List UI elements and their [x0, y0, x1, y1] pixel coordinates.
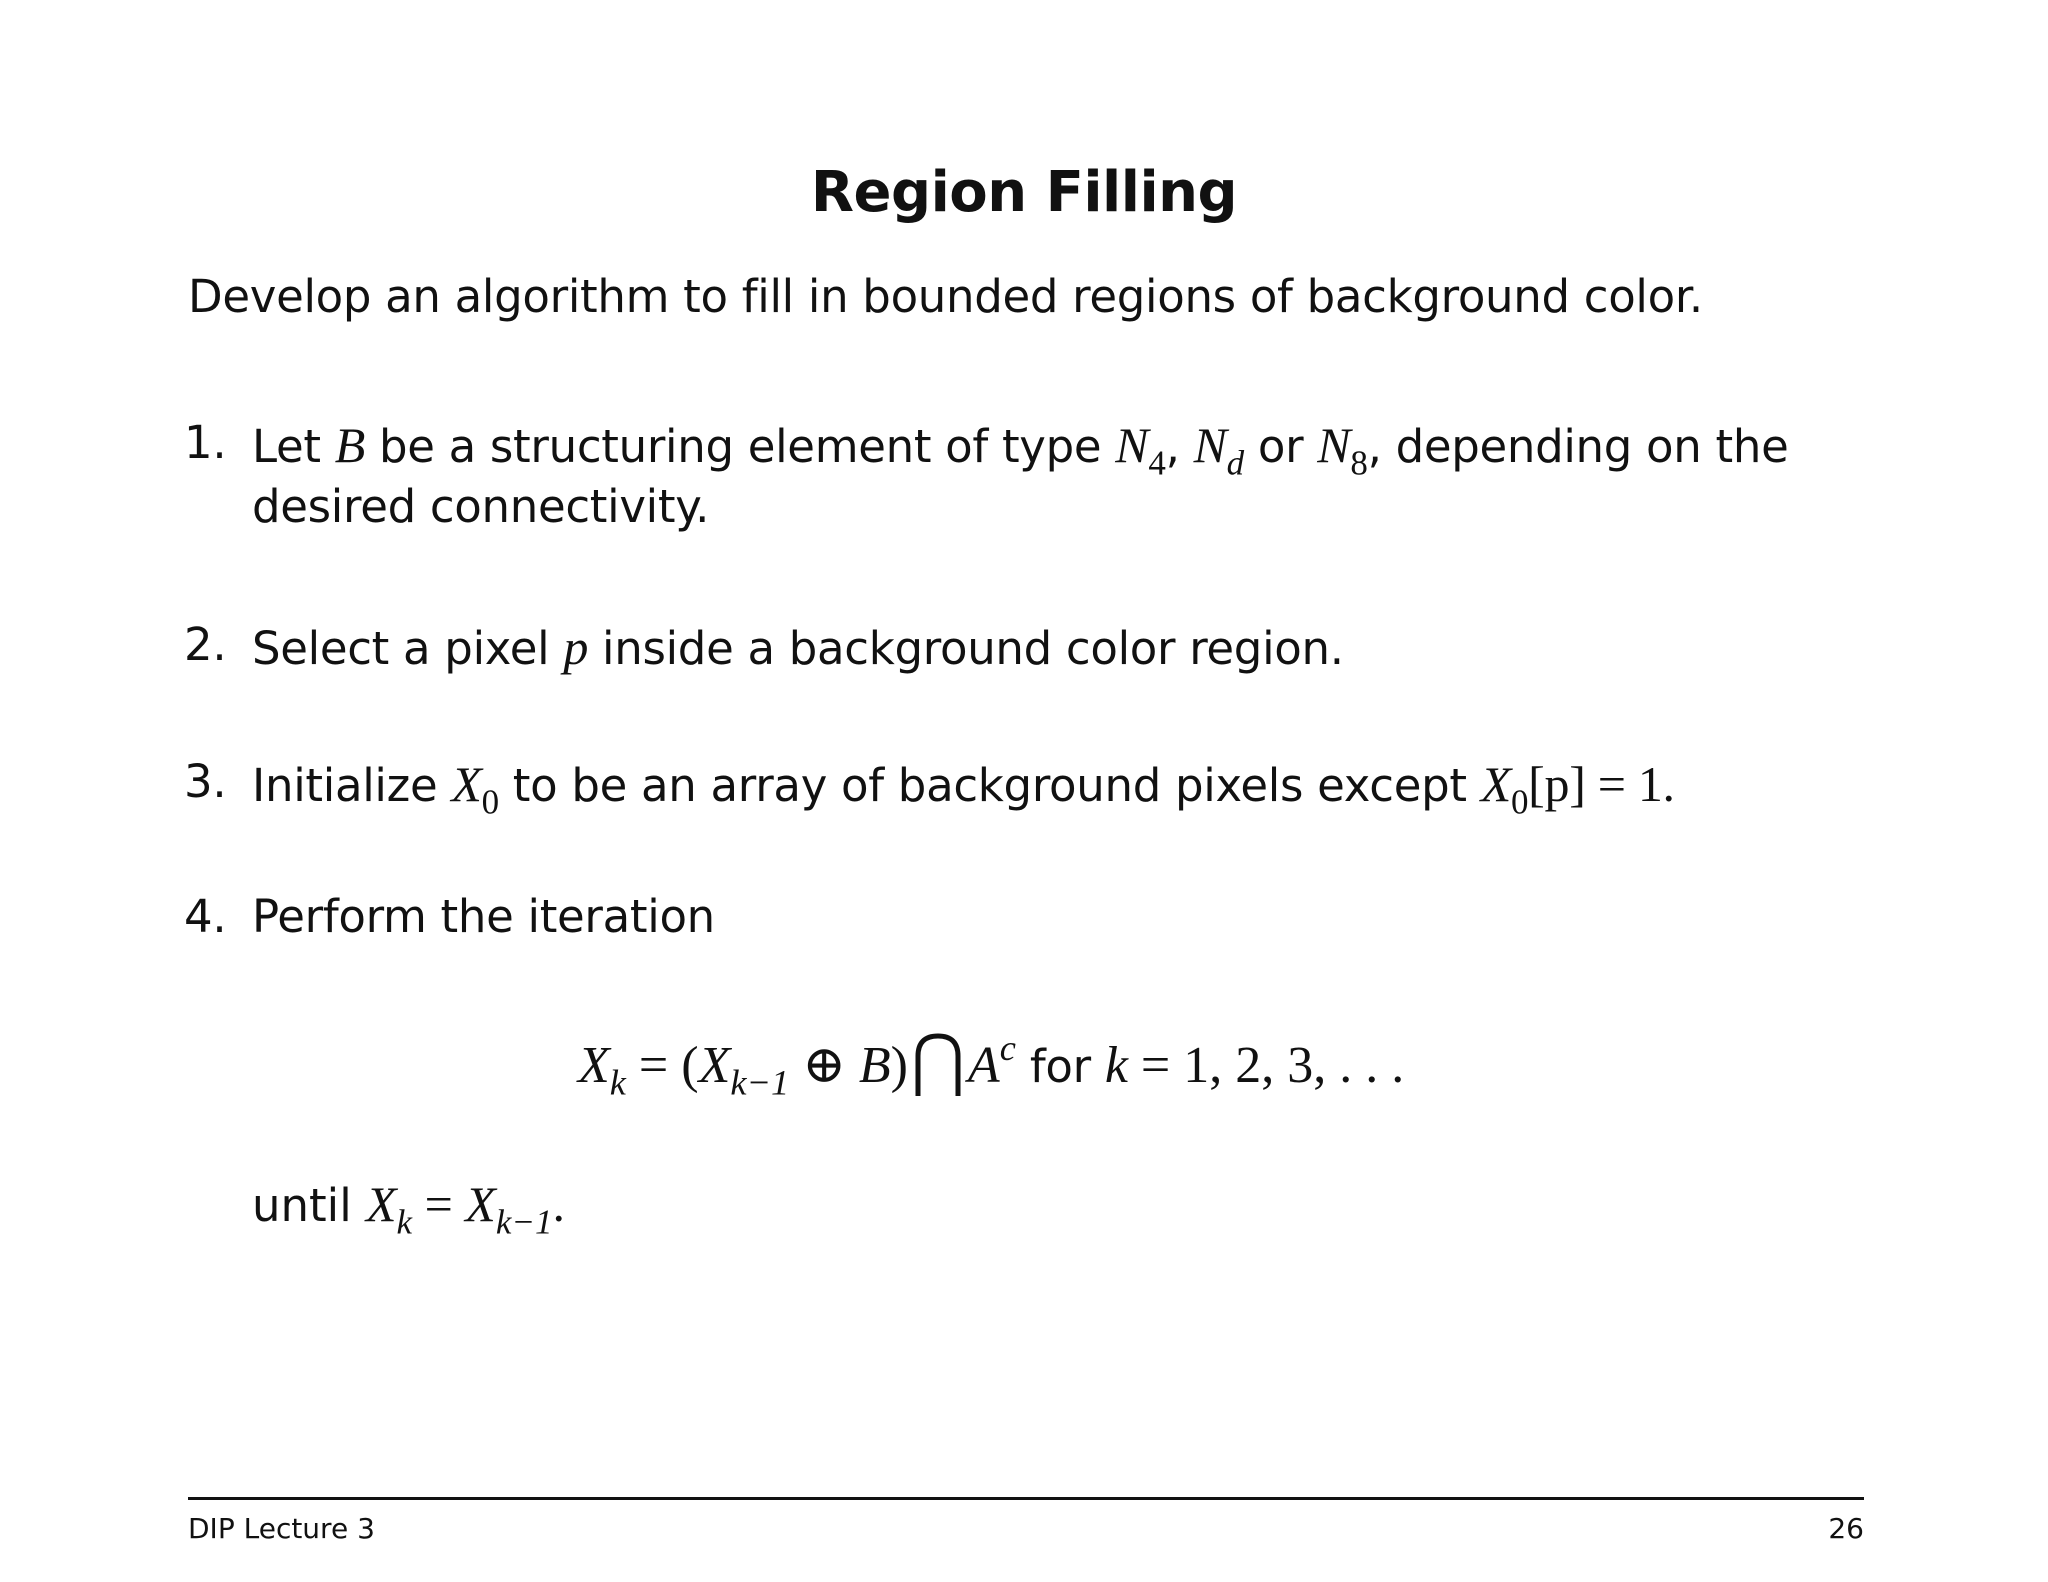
footer-rule [188, 1497, 1864, 1500]
text-run: to be an array of background pixels except [498, 759, 1481, 812]
text-run: , depending on the [1367, 420, 1789, 473]
eq-symbol: = ( [625, 1037, 699, 1094]
until-xk: $X_k$ [366, 1176, 413, 1242]
slide-title: Region Filling [810, 160, 1238, 225]
eq-range: = 1, 2, 3, . . . [1127, 1037, 1405, 1094]
math-X0-p: $X_0[p] = 1$. [1480, 756, 1675, 822]
until-period: . [552, 1176, 565, 1232]
item-text-continued: desired connectivity. [252, 480, 710, 533]
text-run: Select a pixel [252, 622, 564, 675]
text-run: be a structuring element of type [364, 420, 1116, 473]
text-run: Initialize [252, 759, 452, 812]
math-N8: $N_8$ [1317, 417, 1368, 483]
eq-lhs: $X_k$ [578, 1037, 626, 1103]
text-run: Let [252, 420, 335, 473]
eq-k: k [1104, 1037, 1128, 1094]
math-p: p [563, 619, 589, 675]
eq-paren: ) [890, 1037, 908, 1094]
item-number: 4. [184, 890, 227, 943]
item-number: 2. [184, 618, 227, 671]
intersection-icon [908, 1030, 968, 1100]
text-run: or [1243, 420, 1318, 473]
until-xk-1: $X_{k-1}$ [465, 1176, 553, 1242]
eq-B: B [858, 1037, 891, 1094]
eq-A-complement: $A^c$ [967, 1028, 1016, 1094]
oplus-symbol: ⊕ [789, 1037, 859, 1094]
text-run: inside a background color region. [588, 622, 1344, 675]
until-line [252, 1175, 565, 1242]
item-number: 1. [184, 416, 227, 469]
eq-for-word: for [1015, 1040, 1105, 1093]
item-text: Perform the iteration [252, 890, 715, 943]
until-eq: = [412, 1176, 466, 1232]
footer-page-number: 26 [1828, 1512, 1864, 1545]
math-Nd: $N_d$ [1193, 417, 1244, 483]
iteration-equation [578, 1028, 1405, 1103]
math-X0: $X_0$ [451, 756, 499, 822]
math-B: B [334, 417, 365, 473]
item-text [252, 618, 1344, 676]
eq-x-prev: $X_{k-1}$ [698, 1037, 790, 1103]
item-text [252, 416, 1789, 483]
item-number: 3. [184, 755, 227, 808]
text-run: , [1165, 420, 1194, 473]
until-word: until [252, 1179, 366, 1232]
intro-text: Develop an algorithm to fill in bounded regions of background color. [188, 270, 1703, 323]
footer-lecture: DIP Lecture 3 [188, 1512, 375, 1545]
item-text [252, 755, 1675, 822]
math-N4: $N_4$ [1115, 417, 1166, 483]
